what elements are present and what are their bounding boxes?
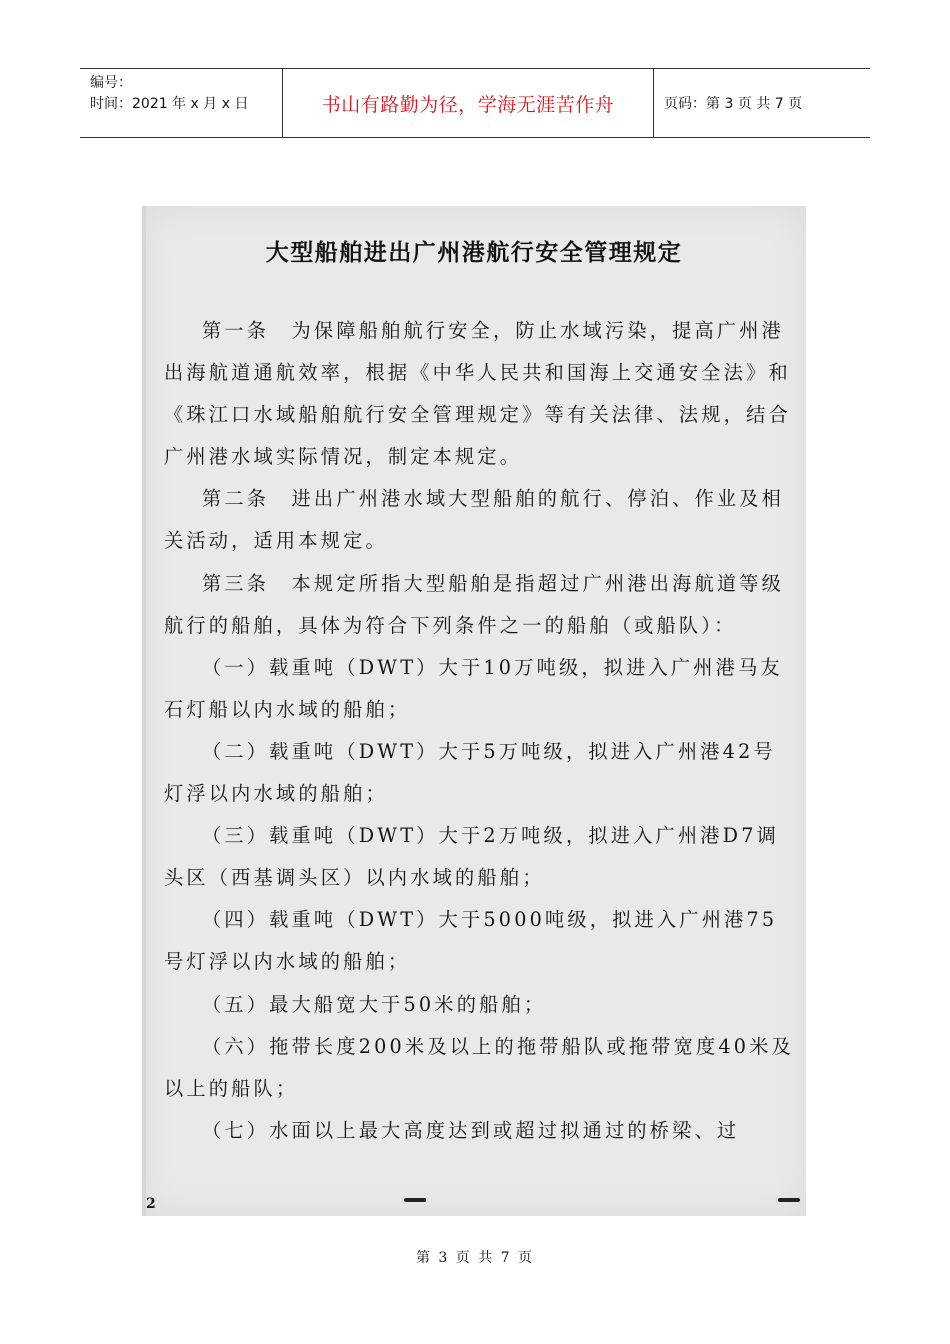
motto-text: 书山有路勤为径，学海无涯苦作舟 [321,93,615,116]
paragraph: （五）最大船宽大于50米的船舶； [202,992,547,1016]
paragraph: 第二条 进出广州港水域大型船舶的航行、停泊、作业及相关活动，适用本规定。 [164,487,785,553]
document-title: 大型船舶进出广州港航行安全管理规定 [265,240,683,266]
paragraph: （七）水面以上最大高度达到或超过拟通过的桥梁、过 [202,1118,740,1142]
page-footer: 第 3 页 共 7 页 [415,1250,535,1266]
page-code-text: 页码：第 3 页 共 7 页 [664,96,803,112]
paragraph: 第三条 本规定所指大型船舶是指超过广州港出海航道等级航行的船舶，具体为符合下列条件之一的船舶（或船队）： [164,571,785,637]
header-meta [80,69,282,137]
paragraph: （二）载重吨（DWT）大于5万吨级，拟进入广州港42号灯浮以内水域的船舶； [164,739,776,806]
paragraph: （六）拖带长度200米及以上的拖带船队或拖带宽度40米及以上的船队； [164,1034,794,1100]
time-label: 时间：2021 年 x 月 x 日 [90,96,249,112]
header-page-code [654,69,870,137]
document-body [164,310,796,1152]
paragraph: 第一条 为保障船舶航行安全，防止水域污染，提高广州港出海航道通航效率，根据《中华人民共和国海上交通安全法》和《珠江口水域船舶航行安全管理规定》等有关法律、法规，结合广州港水域实际情况，制定本规定。 [164,319,791,469]
header-motto [282,69,654,137]
scanned-page [142,206,806,1216]
number-label: 编号： [90,75,132,91]
paragraph: （四）载重吨（DWT）大于5000吨级，拟进入广州港75号灯浮以内水域的船舶； [164,908,778,974]
scan-mark [778,1198,800,1202]
paragraph: （三）载重吨（DWT）大于2万吨级，拟进入广州港D7调头区（西基调头区）以内水域的船舶； [164,824,780,890]
scan-mark [404,1198,426,1202]
scan-page-number: 2 [146,1196,156,1212]
document-header [80,68,870,138]
scan-edge [142,206,146,1216]
paragraph: （一）载重吨（DWT）大于10万吨级，拟进入广州港马友石灯船以内水域的船舶； [164,655,783,721]
